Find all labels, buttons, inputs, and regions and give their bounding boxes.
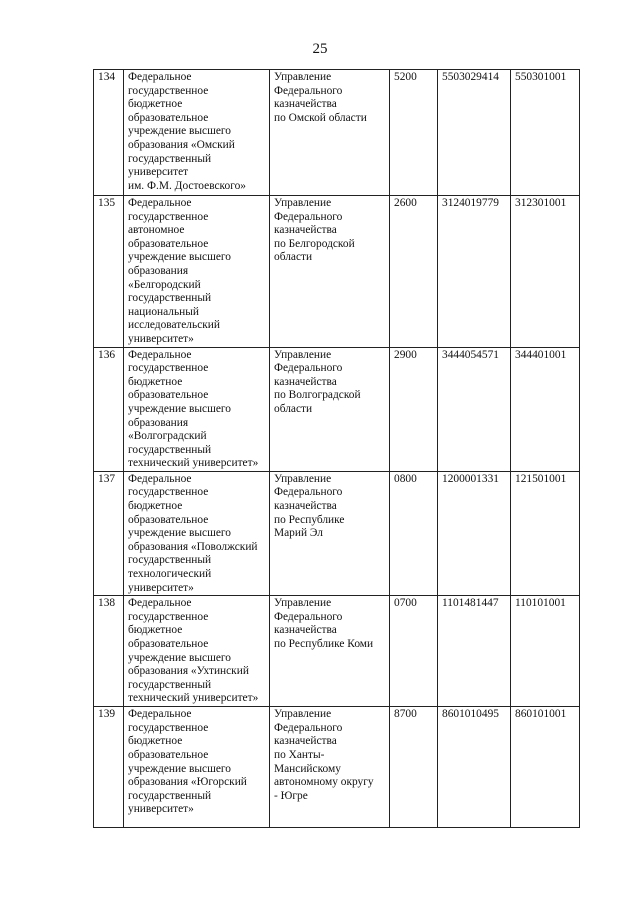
organization-name-line: университет» (128, 581, 194, 594)
table-body (94, 70, 580, 828)
treasury-code: 0800 (390, 471, 438, 595)
treasury-name-line: по Ханты- (274, 749, 325, 761)
treasury-name-line: Управление (274, 197, 332, 209)
organization-name-line: государственный (128, 554, 212, 567)
treasury-name-line: Управление (274, 348, 332, 361)
row-number: 137 (94, 471, 124, 595)
organization-name-line: бюджетное (128, 735, 183, 748)
organization-name-line: Федеральное (128, 348, 192, 361)
treasury-name-line: Управление (274, 472, 332, 485)
organization-name-line: технологический (128, 568, 212, 581)
organization-name-line: образования (128, 264, 189, 277)
treasury-name-line: - Югре (274, 789, 308, 802)
treasury-name-line: автономному округу (274, 776, 374, 789)
kpp-value: 550301001 (511, 70, 580, 196)
row-number: 138 (94, 596, 124, 707)
organization-name-line: государственный (128, 678, 212, 691)
treasury-name-line: казначейства (274, 500, 337, 513)
organization-name-line: образовательное (128, 237, 209, 250)
organization-name (124, 707, 270, 828)
organization-name (124, 70, 270, 196)
organization-name-line: технический университет» (128, 692, 259, 705)
treasury-code: 2600 (390, 196, 438, 348)
inn-value: 1101481447 (438, 596, 511, 707)
treasury-code: 8700 (390, 707, 438, 828)
organization-name-line: Федеральное (128, 472, 192, 485)
organization-name-line: учреждение высшего (128, 402, 231, 415)
organization-name-line: учреждение высшего (128, 251, 231, 264)
organization-name-line: государственный (128, 789, 212, 802)
organization-name-line: бюджетное (128, 624, 183, 637)
organization-name-line: учреждение высшего (128, 527, 231, 540)
treasury-code: 5200 (390, 70, 438, 196)
treasury-name (270, 707, 390, 828)
treasury-name (270, 596, 390, 707)
organization-name-line: Федеральное (128, 708, 192, 721)
organization-name-line: государственное (128, 610, 209, 623)
treasury-name-line: казначейства (274, 98, 337, 111)
row-number: 135 (94, 196, 124, 348)
treasury-name-line: казначейства (274, 375, 337, 388)
treasury-name-line: области (274, 251, 313, 264)
inn-value: 8601010495 (438, 707, 511, 828)
organization-name-line: университет» (128, 803, 194, 816)
organization-name-line: государственный (128, 152, 212, 165)
organization-name-line: государственное (128, 362, 209, 375)
kpp-value: 860101001 (511, 707, 580, 828)
treasury-name-line: казначейства (274, 624, 337, 637)
treasury-name-line: казначейства (274, 224, 337, 237)
organization-name-line: образовательное (128, 638, 209, 650)
organization-name-line: образования «Ухтинский (128, 665, 249, 678)
treasury-name-line: Управление (274, 597, 332, 610)
organization-name-line: государственное (128, 84, 209, 97)
organization-name-line: «Белгородский (128, 278, 201, 291)
organization-name-line: образовательное (128, 749, 209, 761)
treasury-name-line: Федерального (274, 610, 343, 623)
organization-name (124, 471, 270, 595)
organization-name-line: автономное (128, 224, 185, 237)
row-number: 134 (94, 70, 124, 196)
organization-name-line: образовательное (128, 513, 209, 526)
treasury-name-line: по Республике (274, 513, 345, 526)
kpp-value: 110101001 (511, 596, 580, 707)
organization-name-line: бюджетное (128, 500, 183, 513)
organization-name-line: государственное (128, 210, 209, 223)
treasury-name-line: Федерального (274, 210, 343, 223)
treasury-name-line: Федерального (274, 84, 343, 97)
treasury-name-line: по Республике Коми (274, 638, 374, 650)
treasury-name (270, 70, 390, 196)
treasury-name-line: области (274, 402, 313, 415)
organization-name-line: технический университет» (128, 457, 259, 470)
kpp-value: 344401001 (511, 347, 580, 471)
inn-value: 5503029414 (438, 70, 511, 196)
organization-name-line: образовательное (128, 111, 209, 124)
organization-name-line: университет (128, 166, 189, 179)
organization-name-line: Федеральное (128, 597, 192, 610)
treasury-name (270, 347, 390, 471)
kpp-value: 121501001 (511, 471, 580, 595)
organization-name-line: образования «Поволжский (128, 540, 258, 553)
organization-name-line: Федеральное (128, 197, 192, 209)
page-number: 25 (312, 41, 328, 57)
treasury-name (270, 471, 390, 595)
treasury-name-line: Управление (274, 71, 332, 83)
treasury-name-line: Федерального (274, 721, 343, 734)
organization-name-line: государственный (128, 443, 212, 456)
row-number: 139 (94, 707, 124, 828)
organization-name-line: бюджетное (128, 375, 183, 388)
treasury-name-line: Мансийскому (274, 762, 341, 775)
organization-name-line: образовательное (128, 389, 209, 402)
treasury-name-line: по Белгородской (274, 237, 355, 250)
treasury-name-line: казначейства (274, 735, 337, 748)
organizations-table (93, 69, 580, 828)
organization-name-line: исследовательский (128, 319, 220, 332)
table-row (94, 471, 580, 595)
organization-name (124, 596, 270, 707)
kpp-value: 312301001 (511, 196, 580, 348)
organization-name-line: им. Ф.М. Достоевского» (128, 179, 246, 192)
treasury-name-line: Федерального (274, 486, 343, 499)
organization-name (124, 347, 270, 471)
organization-name-line: учреждение высшего (128, 125, 231, 138)
table-row (94, 596, 580, 707)
organization-name-line: бюджетное (128, 98, 183, 111)
organization-name-line: «Волгоградский (128, 430, 207, 443)
organization-name-line: Федеральное (128, 71, 192, 83)
organization-name-line: учреждение высшего (128, 651, 231, 664)
organization-name (124, 196, 270, 348)
organization-name-line: образования (128, 416, 189, 429)
table-row (94, 70, 580, 196)
treasury-name-line: Марий Эл (274, 527, 323, 540)
organization-name-line: национальный (128, 305, 200, 318)
row-number: 136 (94, 347, 124, 471)
table-row (94, 196, 580, 348)
organization-name-line: образования «Югорский (128, 776, 247, 789)
organization-name-line: государственное (128, 721, 209, 734)
treasury-name-line: Управление (274, 708, 332, 721)
organization-name-line: государственный (128, 292, 212, 305)
table-row (94, 347, 580, 471)
inn-value: 1200001331 (438, 471, 511, 595)
organization-name-line: учреждение высшего (128, 762, 231, 775)
treasury-name-line: по Волгоградской (274, 389, 361, 402)
treasury-code: 0700 (390, 596, 438, 707)
treasury-name-line: Федерального (274, 362, 343, 375)
treasury-code: 2900 (390, 347, 438, 471)
inn-value: 3124019779 (438, 196, 511, 348)
organization-name-line: государственное (128, 486, 209, 499)
treasury-name-line: по Омской области (274, 111, 367, 124)
table-row (94, 707, 580, 828)
organization-name-line: образования «Омский (128, 138, 235, 151)
organization-name-line: университет» (128, 332, 194, 345)
inn-value: 3444054571 (438, 347, 511, 471)
treasury-name (270, 196, 390, 348)
